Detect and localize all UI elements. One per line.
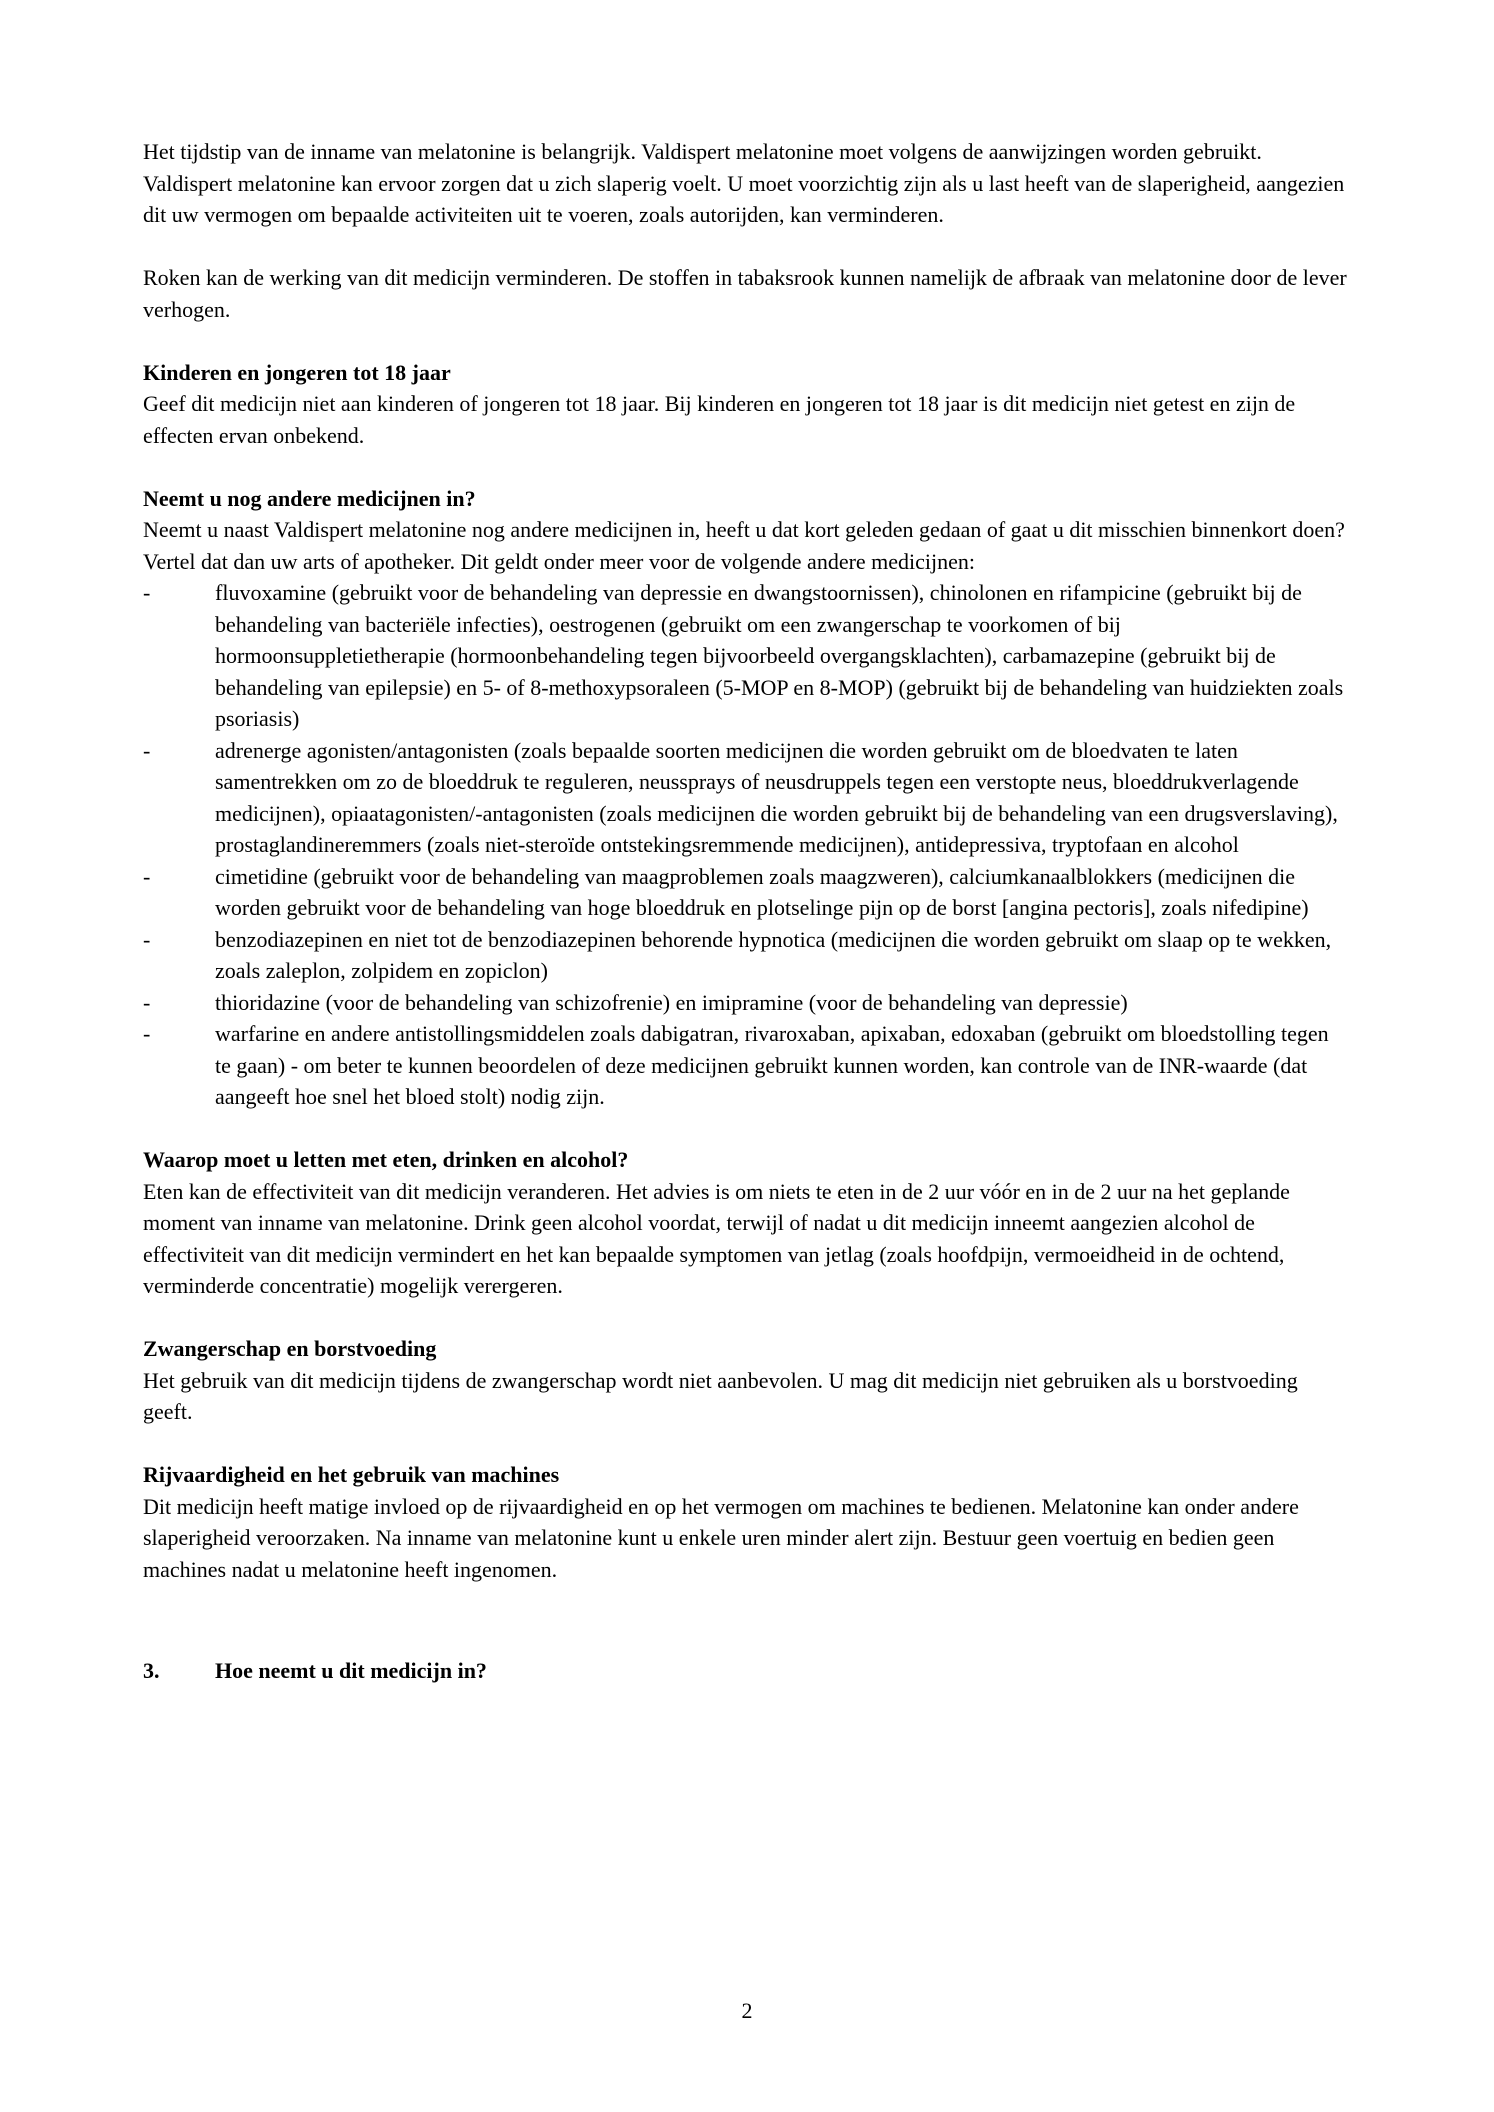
heading-driving-machines: Rijvaardigheid en het gebruik van machines: [143, 1462, 560, 1487]
paragraph-other-medicines-intro: Neemt u naast Valdispert melatonine nog andere medicijnen in, heeft u dat kort geleden gedaan of gaat u dit misschien binnenkort doen? Vertel dat dan uw arts of apotheker. Dit geldt onder meer voor de volgende andere medicijnen:: [143, 517, 1345, 574]
list-item-thioridazine: [143, 987, 1347, 1019]
heading-pregnancy-breastfeeding: Zwangerschap en borstvoeding: [143, 1336, 437, 1361]
list-item-text: adrenerge agonisten/antagonisten (zoals bepaalde soorten medicijnen die worden gebruikt om de bloedvaten te laten samentrekken om zo de bloeddruk te reguleren, neussprays of neusdruppels tegen een verstopte neus, bloeddrukverlagende medicijnen), opiaatagonisten/-antagonisten (zoals medicijnen die worden gebruikt bij de behandeling van een drugsverslaving), prostaglandineremmers (zoals niet-steroïde ontstekingsremmende medicijnen), antidepressiva, tryptofaan en alcohol: [215, 737, 1338, 857]
list-item-fluvoxamine: [143, 577, 1347, 735]
heading-children-under-18: Kinderen en jongeren tot 18 jaar: [143, 359, 451, 385]
section-3-title: Hoe neemt u dit medicijn in?: [215, 1658, 487, 1683]
list-item-text: thioridazine (voor de behandeling van schizofrenie) en imipramine (voor de behandeling van depressie): [215, 989, 1128, 1015]
paragraph-pregnancy-breastfeeding: Het gebruik van dit medicijn tijdens de zwangerschap wordt niet aanbevolen. U mag dit medicijn niet gebruiken als u borstvoeding geeft.: [143, 1367, 1298, 1424]
list-item-warfarine: [143, 1018, 1347, 1113]
list-item-benzodiazepines: [143, 924, 1347, 987]
dash-marker: -: [143, 737, 151, 763]
heading-other-medicines: Neemt u nog andere medicijnen in?: [143, 485, 476, 511]
section-3-number: 3.: [143, 1658, 160, 1683]
heading-food-drink-alcohol: Waarop moet u letten met eten, drinken en alcohol?: [143, 1147, 629, 1172]
list-item-text: warfarine en andere antistollingsmiddelen zoals dabigatran, rivaroxaban, apixaban, edoxaban (gebruikt om bloedstolling tegen te gaan) - om beter te kunnen beoordelen of deze medicijnen gebruikt kunnen worden, kan controle van de INR-waarde (dat aangeeft hoe snel het bloed stolt) nodig zijn.: [215, 1021, 1329, 1109]
paragraph-food-drink-alcohol: Eten kan de effectiviteit van dit medicijn veranderen. Het advies is om niets te eten in de 2 uur vóór en in de 2 uur na het geplande moment van inname van melatonine. Drink geen alcohol voordat, terwijl of nadat u dit medicijn inneemt aangezien alcohol de effectiviteit van dit medicijn vermindert en het kan bepaalde symptomen van jetlag (zoals hoofdpijn, vermoeidheid in de ochtend, verminderde concentratie) mogelijk verergeren.: [143, 1178, 1290, 1298]
list-item-cimetidine: [143, 861, 1347, 924]
dash-marker: -: [143, 580, 151, 605]
section-3-heading: [143, 1655, 1347, 1687]
dash-marker: -: [143, 863, 151, 889]
dash-marker: -: [143, 989, 151, 1015]
dash-marker: -: [143, 1021, 151, 1046]
paragraph-children-under-18: Geef dit medicijn niet aan kinderen of jongeren tot 18 jaar. Bij kinderen en jongeren tot 18 jaar is dit medicijn niet getest en zijn de effecten ervan onbekend.: [143, 391, 1296, 448]
paragraph-drowsiness-warning: Valdispert melatonine kan ervoor zorgen dat u zich slaperig voelt. U moet voorzichtig zijn als u last heeft van de slaperigheid, aangezien dit uw vermogen om bepaalde activiteiten uit te voeren, zoals autorijden, kan verminderen.: [143, 170, 1345, 227]
paragraph-intake-timing: Het tijdstip van de inname van melatonine is belangrijk. Valdispert melatonine moet volgens de aanwijzingen worden gebruikt.: [143, 139, 1262, 164]
list-item-text: fluvoxamine (gebruikt voor de behandeling van depressie en dwangstoornissen), chinolonen en rifampicine (gebruikt bij de behandeling van bacteriële infecties), oestrogenen (gebruikt om een zwangerschap te voorkomen of bij hormoonsuppletietherapie (hormoonbehandeling tegen bijvoorbeeld overgangsklachten), carbamazepine (gebruikt bij de behandeling van epilepsie) en 5- of 8-methoxypsoraleen (5-MOP en 8-MOP) (gebruikt bij de behandeling van huidziekten zoals psoriasis): [215, 580, 1344, 731]
list-item-text: cimetidine (gebruikt voor de behandeling van maagproblemen zoals maagzweren), calciumkanaalblokkers (medicijnen die worden gebruikt voor de behandeling van hoge bloeddruk en plotselinge pijn op de borst [angina pectoris], zoals nifedipine): [215, 863, 1309, 920]
list-item-adrenergic-agonists: [143, 735, 1347, 861]
page-number: 2: [741, 1998, 753, 2023]
dash-marker: -: [143, 926, 151, 952]
paragraph-smoking: Roken kan de werking van dit medicijn verminderen. De stoffen in tabaksrook kunnen namelijk de afbraak van melatonine door de lever verhogen.: [143, 265, 1347, 322]
paragraph-driving-machines: Dit medicijn heeft matige invloed op de rijvaardigheid en op het vermogen om machines te bedienen. Melatonine kan onder andere slaperigheid veroorzaken. Na inname van melatonine kunt u enkele uren minder alert zijn. Bestuur geen voertuig en bedien geen machines nadat u melatonine heeft ingenomen.: [143, 1493, 1299, 1582]
leaflet-body-text: [143, 136, 1347, 1687]
list-item-text: benzodiazepinen en niet tot de benzodiazepinen behorende hypnotica (medicijnen die worden gebruikt om slaap op te wekken, zoals zaleplon, zolpidem en zopiclon): [215, 926, 1332, 983]
